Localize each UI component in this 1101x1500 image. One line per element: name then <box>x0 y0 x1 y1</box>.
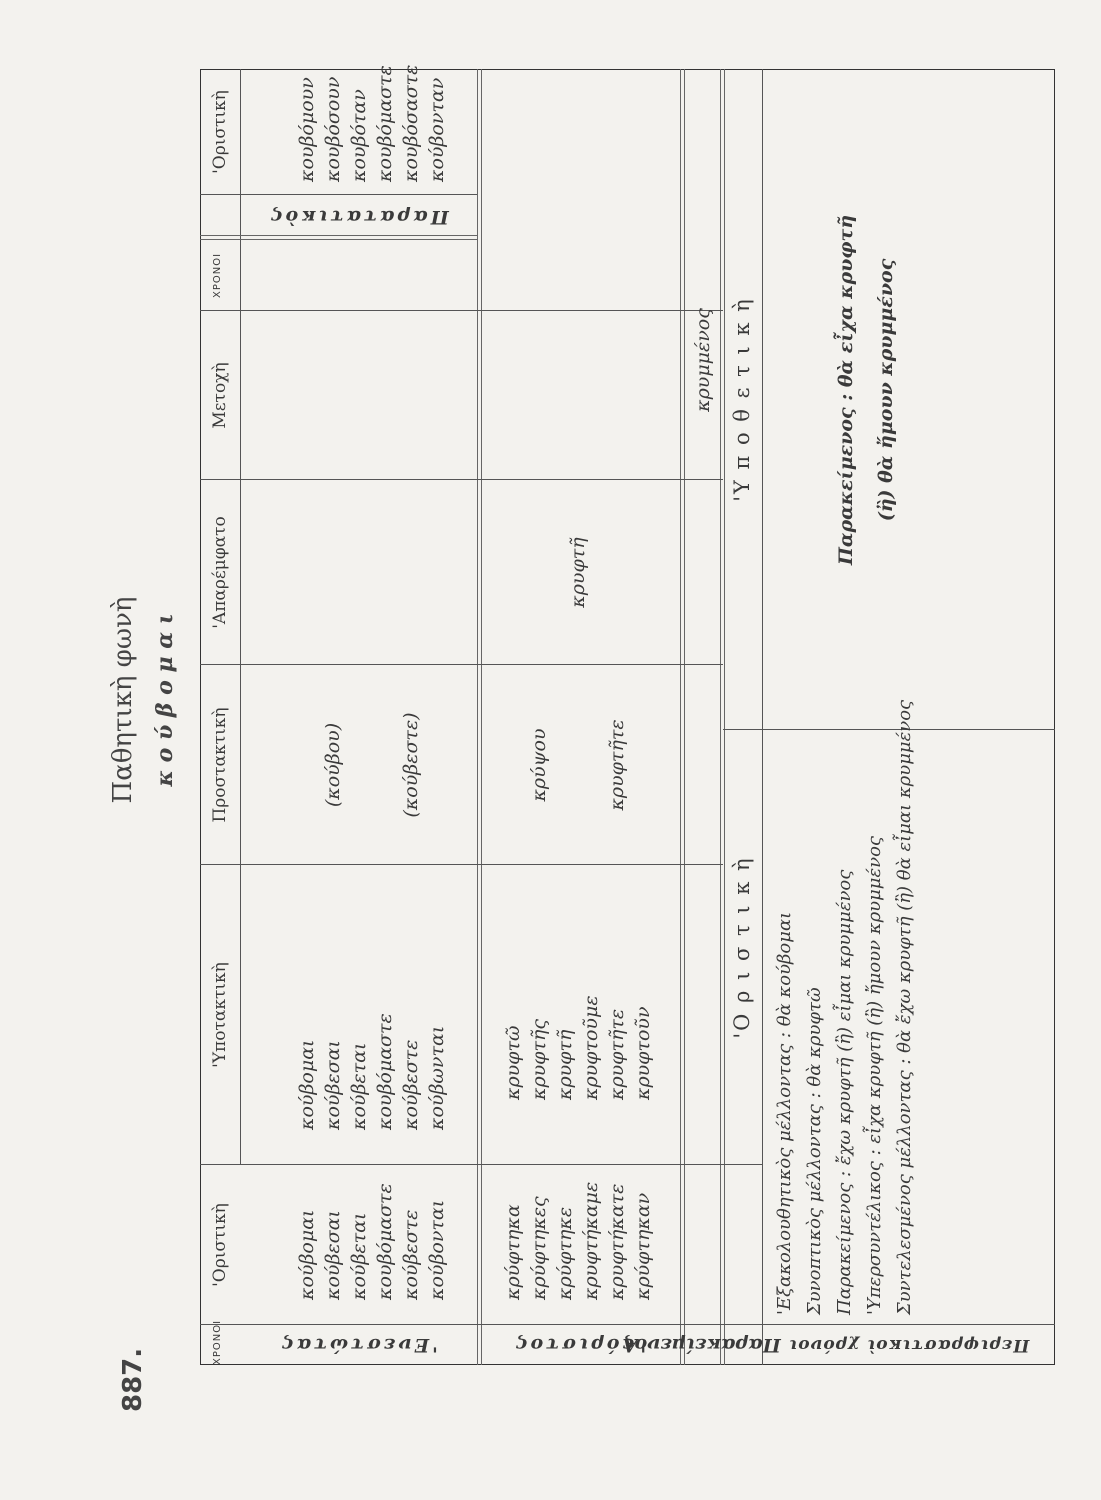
aoristos-aparemfato: κρυφτῆ <box>567 537 589 608</box>
aoristos-ypotaktiki <box>500 995 656 1100</box>
header-metochi: Μετοχὴ <box>210 362 230 429</box>
list-item: κούβεστε <box>400 1209 422 1300</box>
list-item: κούβονταν <box>426 77 448 182</box>
header-chronoi: ΧΡΟΝΟΙ <box>212 1319 223 1365</box>
list-item: 'Εξακολουθητικὸς μέλλοντας : θὰ κούβομαι <box>774 911 795 1315</box>
list-item: κουβόμαστε <box>374 65 396 182</box>
rule-v-label <box>200 1164 762 1165</box>
rule-v-oristiki <box>200 864 723 865</box>
list-item: κρυφτοῦμε <box>580 995 602 1100</box>
list-item: κουβόμουν <box>296 77 318 182</box>
list-item: κούβονται <box>426 1199 448 1300</box>
row-label-parakeimenos: Παρακείμενος <box>622 1334 781 1356</box>
header-ypotaktiki: 'Υποτακτικὴ <box>210 962 230 1068</box>
section-oristiki: 'Ο ρ ι σ τ ι κ ὴ <box>730 856 754 1039</box>
parakeimenos-metochi: κρυμμένος <box>692 308 714 412</box>
periphrastikoi-lines <box>770 700 920 1315</box>
list-item: κούβεται <box>348 1042 370 1130</box>
enestotas-oristiki <box>294 1183 450 1300</box>
list-item: κούβωνται <box>426 1025 448 1130</box>
list-item: κούβεσαι <box>322 1210 344 1300</box>
enestotas-prostaktiki-1: (κούβου) <box>322 722 344 808</box>
list-item: κρυφτῆς <box>528 1018 550 1100</box>
list-item: κρυφτῶ <box>502 1025 524 1100</box>
list-item: κρυφτήκαμε <box>580 1181 602 1300</box>
list-item: κούβομαι <box>296 1209 318 1300</box>
paratatikos-oristiki <box>294 65 450 182</box>
list-item: κούβεσαι <box>322 1040 344 1130</box>
rule-section-labels <box>762 69 763 1365</box>
page-number: 887. <box>118 1347 148 1412</box>
list-item: κρύφτηκα <box>502 1204 524 1300</box>
list-item: κρύφτηκε <box>554 1206 576 1300</box>
header-oristiki: 'Οριστικὴ <box>210 1203 230 1287</box>
verb-heading: κ ο ύ β ο μ α ι <box>152 613 178 787</box>
list-item: κρυφτήκατε <box>606 1183 628 1300</box>
header-chronoi-2: ΧΡΟΝΟΙ <box>212 252 223 299</box>
list-item: 'Υπερσυντέλικος : εἶχα κρυφτῆ (ἢ) ἤμουν κρυμμένος <box>864 835 885 1315</box>
rule-aoristos-end <box>680 69 685 1365</box>
list-item: Παρακείμενος : ἔχω κρυφτῆ (ἢ) εἶμαι κρυμμένος <box>834 869 855 1315</box>
aoristos-oristiki <box>500 1182 656 1300</box>
rule-v-ypotaktiki <box>200 664 723 665</box>
list-item: κρύφτηκες <box>528 1196 550 1300</box>
aoristos-prostaktiki-2: κρυφτῆτε <box>606 719 628 811</box>
list-item: κρυφτοῦν <box>632 1006 654 1100</box>
list-item: Συντελεσμένος μέλλοντας : θὰ ἔχω κρυφτῆ (ἢ) θὰ εἶμαι κρυμμένος <box>894 699 915 1315</box>
rule-parakeimenos-end <box>720 69 725 1365</box>
page-title: Παθητικὴ φωνὴ <box>108 596 138 804</box>
row-label-aoristos: 'Αόριστος <box>513 1334 647 1356</box>
list-item: κούβεται <box>348 1212 370 1300</box>
rule-section-split <box>477 69 482 1365</box>
list-item: κρυφτῆ <box>554 1029 576 1100</box>
list-item: κούβεστε <box>400 1039 422 1130</box>
header-aparemfato: 'Απαρέμφατο <box>210 516 230 629</box>
header-oristiki-2: 'Οριστικὴ <box>210 90 230 174</box>
list-item: κρυφτῆτε <box>606 1008 628 1100</box>
rule-v-aparemfato <box>200 310 723 311</box>
list-item: κουβόσαστε <box>400 64 422 182</box>
list-item: κουβόμαστε <box>374 1183 396 1300</box>
enestotas-ypotaktiki <box>294 1013 450 1130</box>
list-item: Συνοπτικὸς μέλλοντας : θὰ κρυφτῶ <box>804 987 825 1315</box>
row-label-paratatikos: Παρατατικὸς <box>268 206 449 229</box>
list-item: κούβομαι <box>296 1039 318 1130</box>
list-item: κουβόσουν <box>322 76 344 182</box>
list-item: κουβόμαστε <box>374 1013 396 1130</box>
list-item: κρύφτηκαν <box>632 1192 654 1300</box>
header-prostaktiki: Προστακτικὴ <box>210 707 230 823</box>
enestotas-prostaktiki-2: (κούβεστε) <box>400 712 422 818</box>
rule-v-prostaktiki <box>200 479 723 480</box>
aoristos-prostaktiki-1: κρύψου <box>528 728 550 802</box>
list-item: κουβόταν <box>348 89 370 182</box>
ypothetiki-line-1: Παρακείμενος : θὰ εἶχα κρυφτῆ <box>835 214 857 566</box>
section-ypothetiki: 'Υ π ο θ ε τ ι κ ὴ <box>730 297 754 502</box>
periphrastikoi-label: Περιφραστικοὶ χρόνοι <box>787 1335 1030 1355</box>
row-label-enestotas: 'Ενεστώτας <box>279 1334 438 1356</box>
ypothetiki-line-2: (ἢ) θὰ ἤμουν κρυμμένος <box>875 258 897 522</box>
